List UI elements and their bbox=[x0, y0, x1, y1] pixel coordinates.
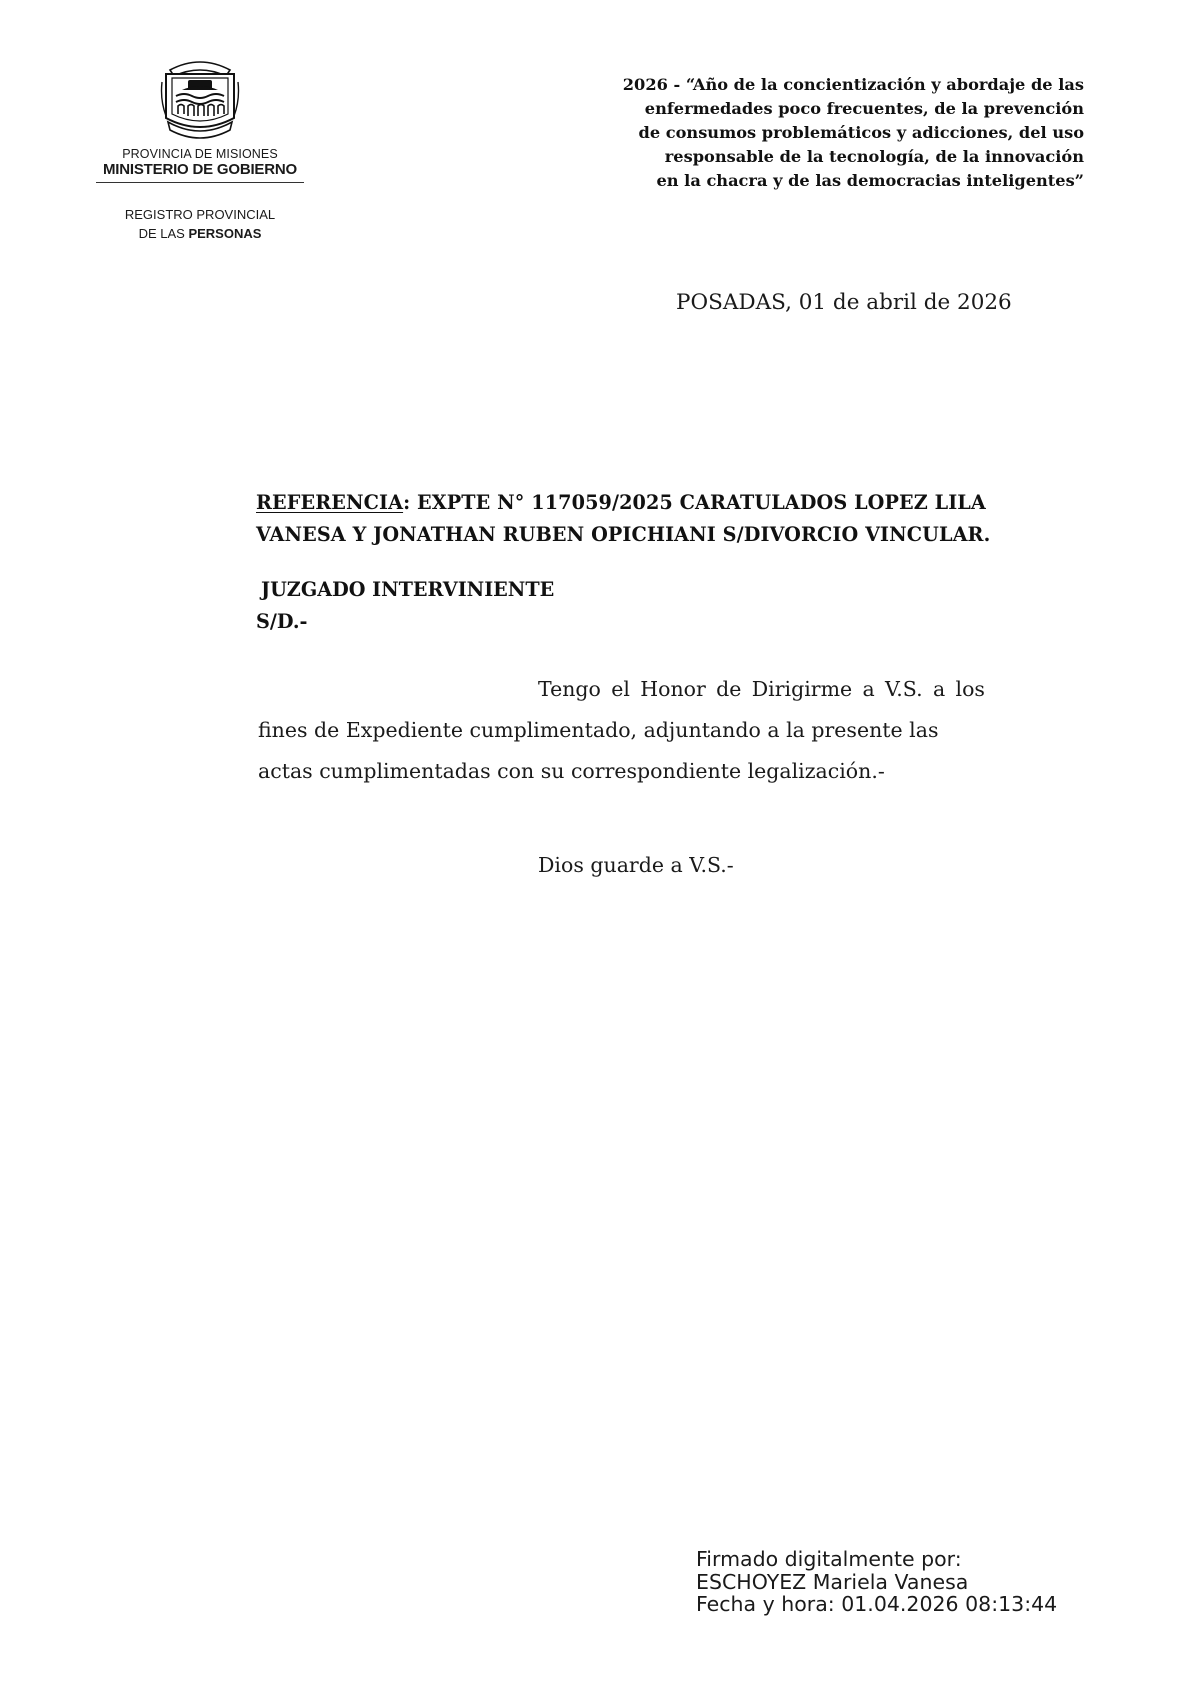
addressee-sd: S/D.- bbox=[256, 610, 308, 633]
word: el bbox=[611, 677, 630, 701]
ministry-name: MINISTERIO DE GOBIERNO bbox=[103, 161, 297, 178]
registry-name-bold: PERSONAS bbox=[188, 226, 262, 241]
registry-name-prefix: DE LAS bbox=[138, 226, 185, 241]
word: Tengo bbox=[538, 677, 601, 701]
registry-name-line1: REGISTRO PROVINCIAL bbox=[124, 207, 276, 222]
province-name: PROVINCIA DE MISIONES bbox=[122, 147, 278, 161]
word: V.S. bbox=[885, 677, 923, 701]
divider bbox=[96, 182, 304, 183]
reference-line bbox=[256, 491, 986, 514]
provincial-seal-icon bbox=[160, 56, 240, 140]
registry-name-line2 bbox=[80, 226, 320, 241]
body-paragraph-line: fines de Expediente cumplimentado, adjuntando a la presente las bbox=[258, 718, 939, 742]
body-paragraph-line: actas cumplimentadas con su correspondiente legalización.- bbox=[258, 759, 885, 783]
motto-line: en la chacra y de las democracias inteligentes” bbox=[656, 171, 1084, 190]
word: Dirigirme bbox=[751, 677, 853, 701]
signature-signer: ESCHOYEZ Mariela Vanesa bbox=[696, 1569, 969, 1594]
signature-timestamp: Fecha y hora: 01.04.2026 08:13:44 bbox=[696, 1592, 1058, 1616]
reference-label: REFERENCIA bbox=[256, 491, 404, 514]
motto-line: enfermedades poco frecuentes, de la prevención bbox=[644, 99, 1084, 118]
justified-line bbox=[538, 677, 985, 701]
digital-signature-block bbox=[696, 1548, 1057, 1616]
date-line: POSADAS, 01 de abril de 2026 bbox=[676, 290, 1012, 315]
reference-text: : EXPTE N° 117059/2025 CARATULADOS LOPEZ LILA bbox=[403, 491, 986, 514]
addressee-court: JUZGADO INTERVINIENTE bbox=[261, 578, 555, 601]
motto-line: 2026 - “Año de la concientización y abordaje de las bbox=[622, 75, 1084, 94]
signature-line: Firmado digitalmente por: bbox=[696, 1547, 962, 1571]
word: de bbox=[716, 677, 742, 701]
word: a bbox=[862, 677, 875, 701]
word: los bbox=[955, 677, 985, 701]
closing-line: Dios guarde a V.S.- bbox=[538, 853, 734, 877]
motto-line: responsable de la tecnología, de la innovación bbox=[664, 147, 1084, 166]
body-paragraph-line bbox=[538, 677, 985, 701]
year-motto bbox=[524, 73, 1084, 193]
motto-line: de consumos problemáticos y adicciones, del uso bbox=[638, 123, 1084, 142]
word: a bbox=[932, 677, 946, 701]
reference-line: VANESA Y JONATHAN RUBEN OPICHIANI S/DIVORCIO VINCULAR. bbox=[256, 523, 991, 546]
word: Honor bbox=[640, 677, 706, 701]
